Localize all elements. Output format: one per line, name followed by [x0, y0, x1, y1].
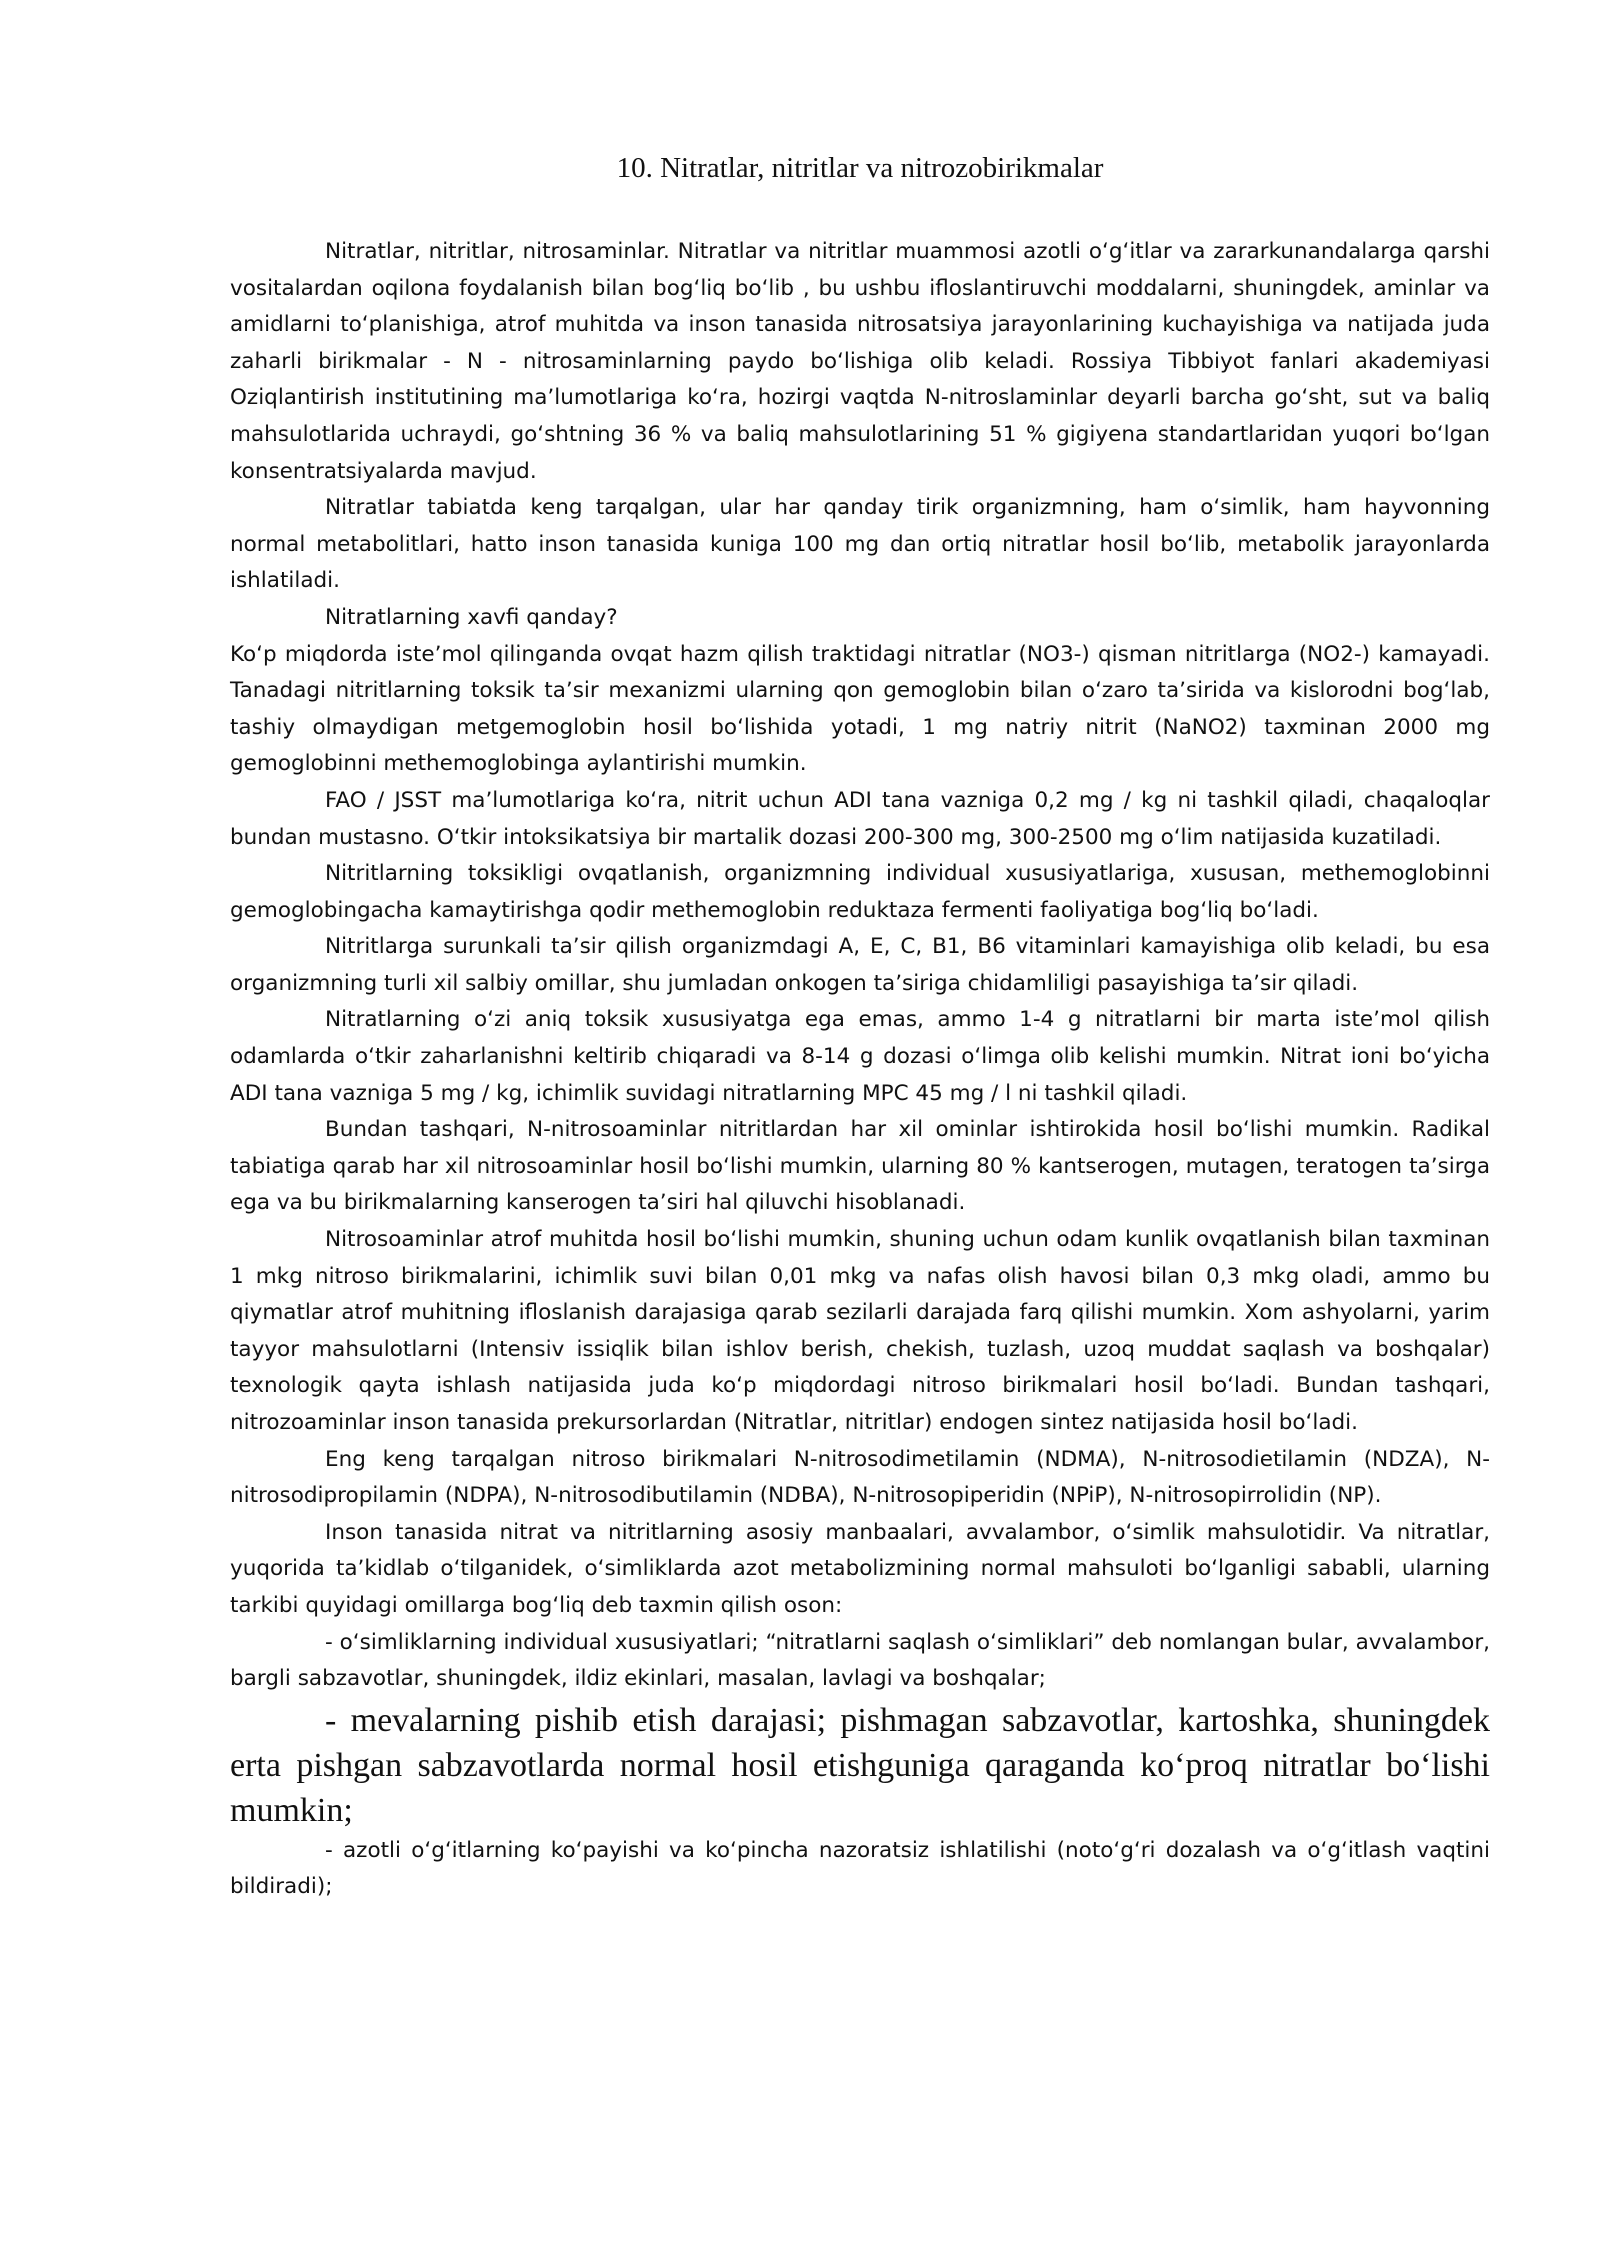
paragraph-chronic: Nitritlarga surunkali taʼsir qilish organizmdagi A, E, C, B1, B6 vitaminlari kamayishiga olib keladi, bu esa organizmning turli xil salbiy omillar, shu jumladan onkogen taʼsiriga chidamliligi pasayishiga taʼsir qiladi.	[230, 934, 1490, 996]
list-item-ripeness: - mevalarning pishib etish darajasi; pishmagan sabzavotlar, kartoshka, shuningdek erta pishgan sabzavotlarda normal hosil etishguniga qaraganda koʻproq nitratlar boʻlishi mumkin;	[230, 1701, 1490, 1829]
paragraph-digestion: Koʻp miqdorda isteʼmol qilinganda ovqat hazm qilish traktidagi nitratlar (NO3-) qisman nitritlarga (NO2-) kamayadi. Tanadagi nitritlarning toksik taʼsir mexanizmi ularning qon gemoglobin bilan oʻzaro taʼsirida va kislorodni bogʻlab, tashiy olmaydigan metgemoglobin hosil boʻlishida yotadi, 1 mg natriy nitrit (NaNO2) taxminan 2000 mg gemoglobinni methemoglobinga aylantirishi mumkin.	[230, 641, 1490, 777]
paragraph-nitrate-toxic: Nitratlarning oʻzi aniq toksik xususiyatga ega emas, ammo 1-4 g nitratlarni bir marta isteʼmol qilish odamlarda oʻtkir zaharlanishni keltirib chiqaradi va 8-14 g dozasi oʻlimga olib kelishi mumkin. Nitrat ioni boʻyicha ADI tana vazniga 5 mg / kg, ichimlik suvidagi nitratlarning MPC 45 mg / l ni tashkil qiladi.	[230, 1007, 1490, 1106]
paragraph-nitrates-nature: Nitratlar tabiatda keng tarqalgan, ular har qanday tirik organizmning, ham oʻsimlik, ham hayvonning normal metabolitlari, hatto inson tanasida kuniga 100 mg dan ortiq nitratlar hosil boʻlib, metabolik jarayonlarda ishlatiladi.	[230, 495, 1490, 594]
paragraph-sources: Inson tanasida nitrat va nitritlarning asosiy manbaalari, avvalambor, oʻsimlik mahsulotidir. Va nitratlar, yuqorida taʼkidlab oʻtilganidek, oʻsimliklarda azot metabolizmining normal mahsuloti boʻlganligi sababli, ularning tarkibi quyidagi omillarga bogʻliq deb taxmin qilish oson:	[230, 1519, 1490, 1618]
paragraph-question: Nitratlarning xavfi qanday?	[325, 604, 618, 630]
paragraph-toxicity: Nitritlarning toksikligi ovqatlanish, organizmning individual xususiyatlariga, xususan, methemoglobinni gemoglobingacha kamaytirishga qodir methemoglobin reduktaza fermenti faoliyatiga bogʻliq boʻladi.	[230, 861, 1490, 923]
document-body	[230, 234, 1490, 1906]
section-title: 10. Nitratlar, nitritlar va nitrozobirikmalar	[616, 152, 1104, 184]
paragraph-fao: FAO / JSST maʼlumotlariga koʻra, nitrit uchun ADI tana vazniga 0,2 mg / kg ni tashkil qiladi, chaqaloqlar bundan mustasno. Oʻtkir intoksikatsiya bir martalik dozasi 200-300 mg, 300-2500 mg oʻlim natijasida kuzatiladi.	[230, 787, 1490, 850]
paragraph-common-compounds: Eng keng tarqalgan nitroso birikmalari N-nitrosodimetilamin (NDMA), N-nitrosodietilamin (NDZA), N-nitrosodipropilamin (NDPA), N-nitrosodibutilamin (NDBA), N-nitrosopiperidin (NPiP), N-nitrosopirrolidin (NP).	[230, 1446, 1490, 1509]
paragraph-environment: Nitrosoaminlar atrof muhitda hosil boʻlishi mumkin, shuning uchun odam kunlik ovqatlanish bilan taxminan 1 mkg nitroso birikmalarini, ichimlik suvi bilan 0,01 mkg va nafas olish havosi bilan 0,3 mkg oladi, ammo bu qiymatlar atrof muhitning ifloslanish darajasiga qarab sezilarli darajada farq qilishi mumkin. Xom ashyolarni, yarim tayyor mahsulotlarni (Intensiv issiqlik bilan ishlov berish, chekish, tuzlash, uzoq muddat saqlash va boshqalar) texnologik qayta ishlash natijasida juda koʻp miqdordagi nitroso birikmalari hosil boʻladi. Bundan tashqari, nitrozoaminlar inson tanasida prekursorlardan (Nitratlar, nitritlar) endogen sintez natijasida hosil boʻladi.	[230, 1227, 1490, 1435]
paragraph-intro: Nitratlar, nitritlar, nitrosaminlar. Nitratlar va nitritlar muammosi azotli oʻgʻitlar va zararkunandalarga qarshi vositalardan oqilona foydalanish bilan bogʻliq boʻlib , bu ushbu ifloslantiruvchi moddalarni, shuningdek, aminlar va amidlarni toʻplanishiga, atrof muhitda va inson tanasida nitrosatsiya jarayonlarining kuchayishiga va natijada juda zaharli birikmalar - N - nitrosaminlarning paydo boʻlishiga olib keladi. Rossiya Tibbiyot fanlari akademiyasi Oziqlantirish institutining maʼlumotlariga koʻra, hozirgi vaqtda N-nitroslaminlar deyarli barcha goʻsht, sut va baliq mahsulotlarida uchraydi, goʻshtning 36 % va baliq mahsulotlarining 51 % gigiyena standartlaridan yuqori boʻlgan konsentratsiyalarda mavjud.	[230, 239, 1490, 484]
list-item-plant-features: - oʻsimliklarning individual xususiyatlari; “nitratlarni saqlash oʻsimliklari” deb nomlangan bular, avvalambor, bargli sabzavotlar, shuningdek, ildiz ekinlari, masalan, lavlagi va boshqalar;	[230, 1629, 1490, 1692]
list-item-fertilizers: - azotli oʻgʻitlarning koʻpayishi va koʻpincha nazoratsiz ishlatilishi (notoʻgʻri dozalash va oʻgʻitlash vaqtini bildiradi);	[230, 1837, 1490, 1900]
paragraph-nitrosoamines-formation: Bundan tashqari, N-nitrosoaminlar nitritlardan har xil ominlar ishtirokida hosil boʻlishi mumkin. Radikal tabiatiga qarab har xil nitrosoaminlar hosil boʻlishi mumkin, ularning 80 % kantserogen, mutagen, teratogen taʼsirga ega va bu birikmalarning kanserogen taʼsiri hal qiluvchi hisoblanadi.	[230, 1117, 1490, 1216]
